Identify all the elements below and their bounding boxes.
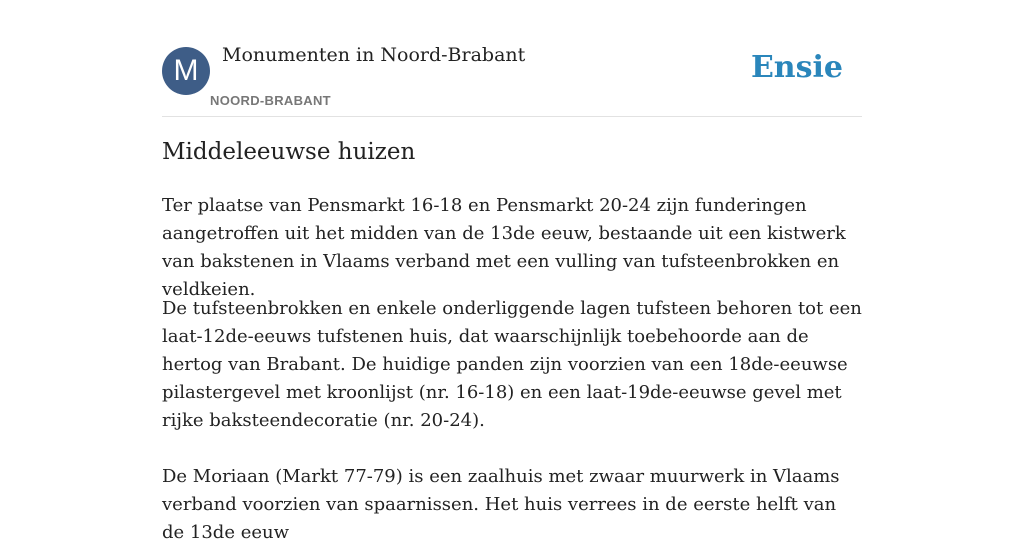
article-title: Middeleeuwse huizen — [162, 139, 416, 165]
brand-logo[interactable]: Ensie — [750, 50, 843, 85]
site-header — [162, 0, 862, 117]
article-paragraph: De Moriaan (Markt 77-79) is een zaalhuis met zwaar muurwerk in Vlaams verband voorzien van spaarnissen. Het huis verrees in de eerste helft van de 13de eeuw — [162, 466, 840, 543]
avatar[interactable]: M — [162, 47, 210, 95]
site-title[interactable]: Monumenten in Noord-Brabant — [222, 44, 526, 66]
site-subtitle[interactable]: NOORD-BRABANT — [210, 93, 331, 108]
article-paragraph: De tufsteenbrokken en enkele onderliggende lagen tufsteen behoren tot een laat-12de-eeuws tufstenen huis, dat waarschijnlijk toebehoorde aan de hertog van Brabant. De huidige panden zijn voorzien van een 18de-eeuwse pilastergevel met kroonlijst (nr. 16-18) en een laat-19de-eeuwse gevel met rijke baksteendecoratie (nr. 20-24). — [162, 298, 862, 431]
article-paragraph: Ter plaatse van Pensmarkt 16-18 en Pensmarkt 20-24 zijn funderingen aangetroffen uit het midden van de 13de eeuw, bestaande uit een kistwerk van bakstenen in Vlaams verband met een vulling van tufsteenbrokken en veldkeien. — [162, 195, 846, 300]
page — [162, 0, 862, 543]
